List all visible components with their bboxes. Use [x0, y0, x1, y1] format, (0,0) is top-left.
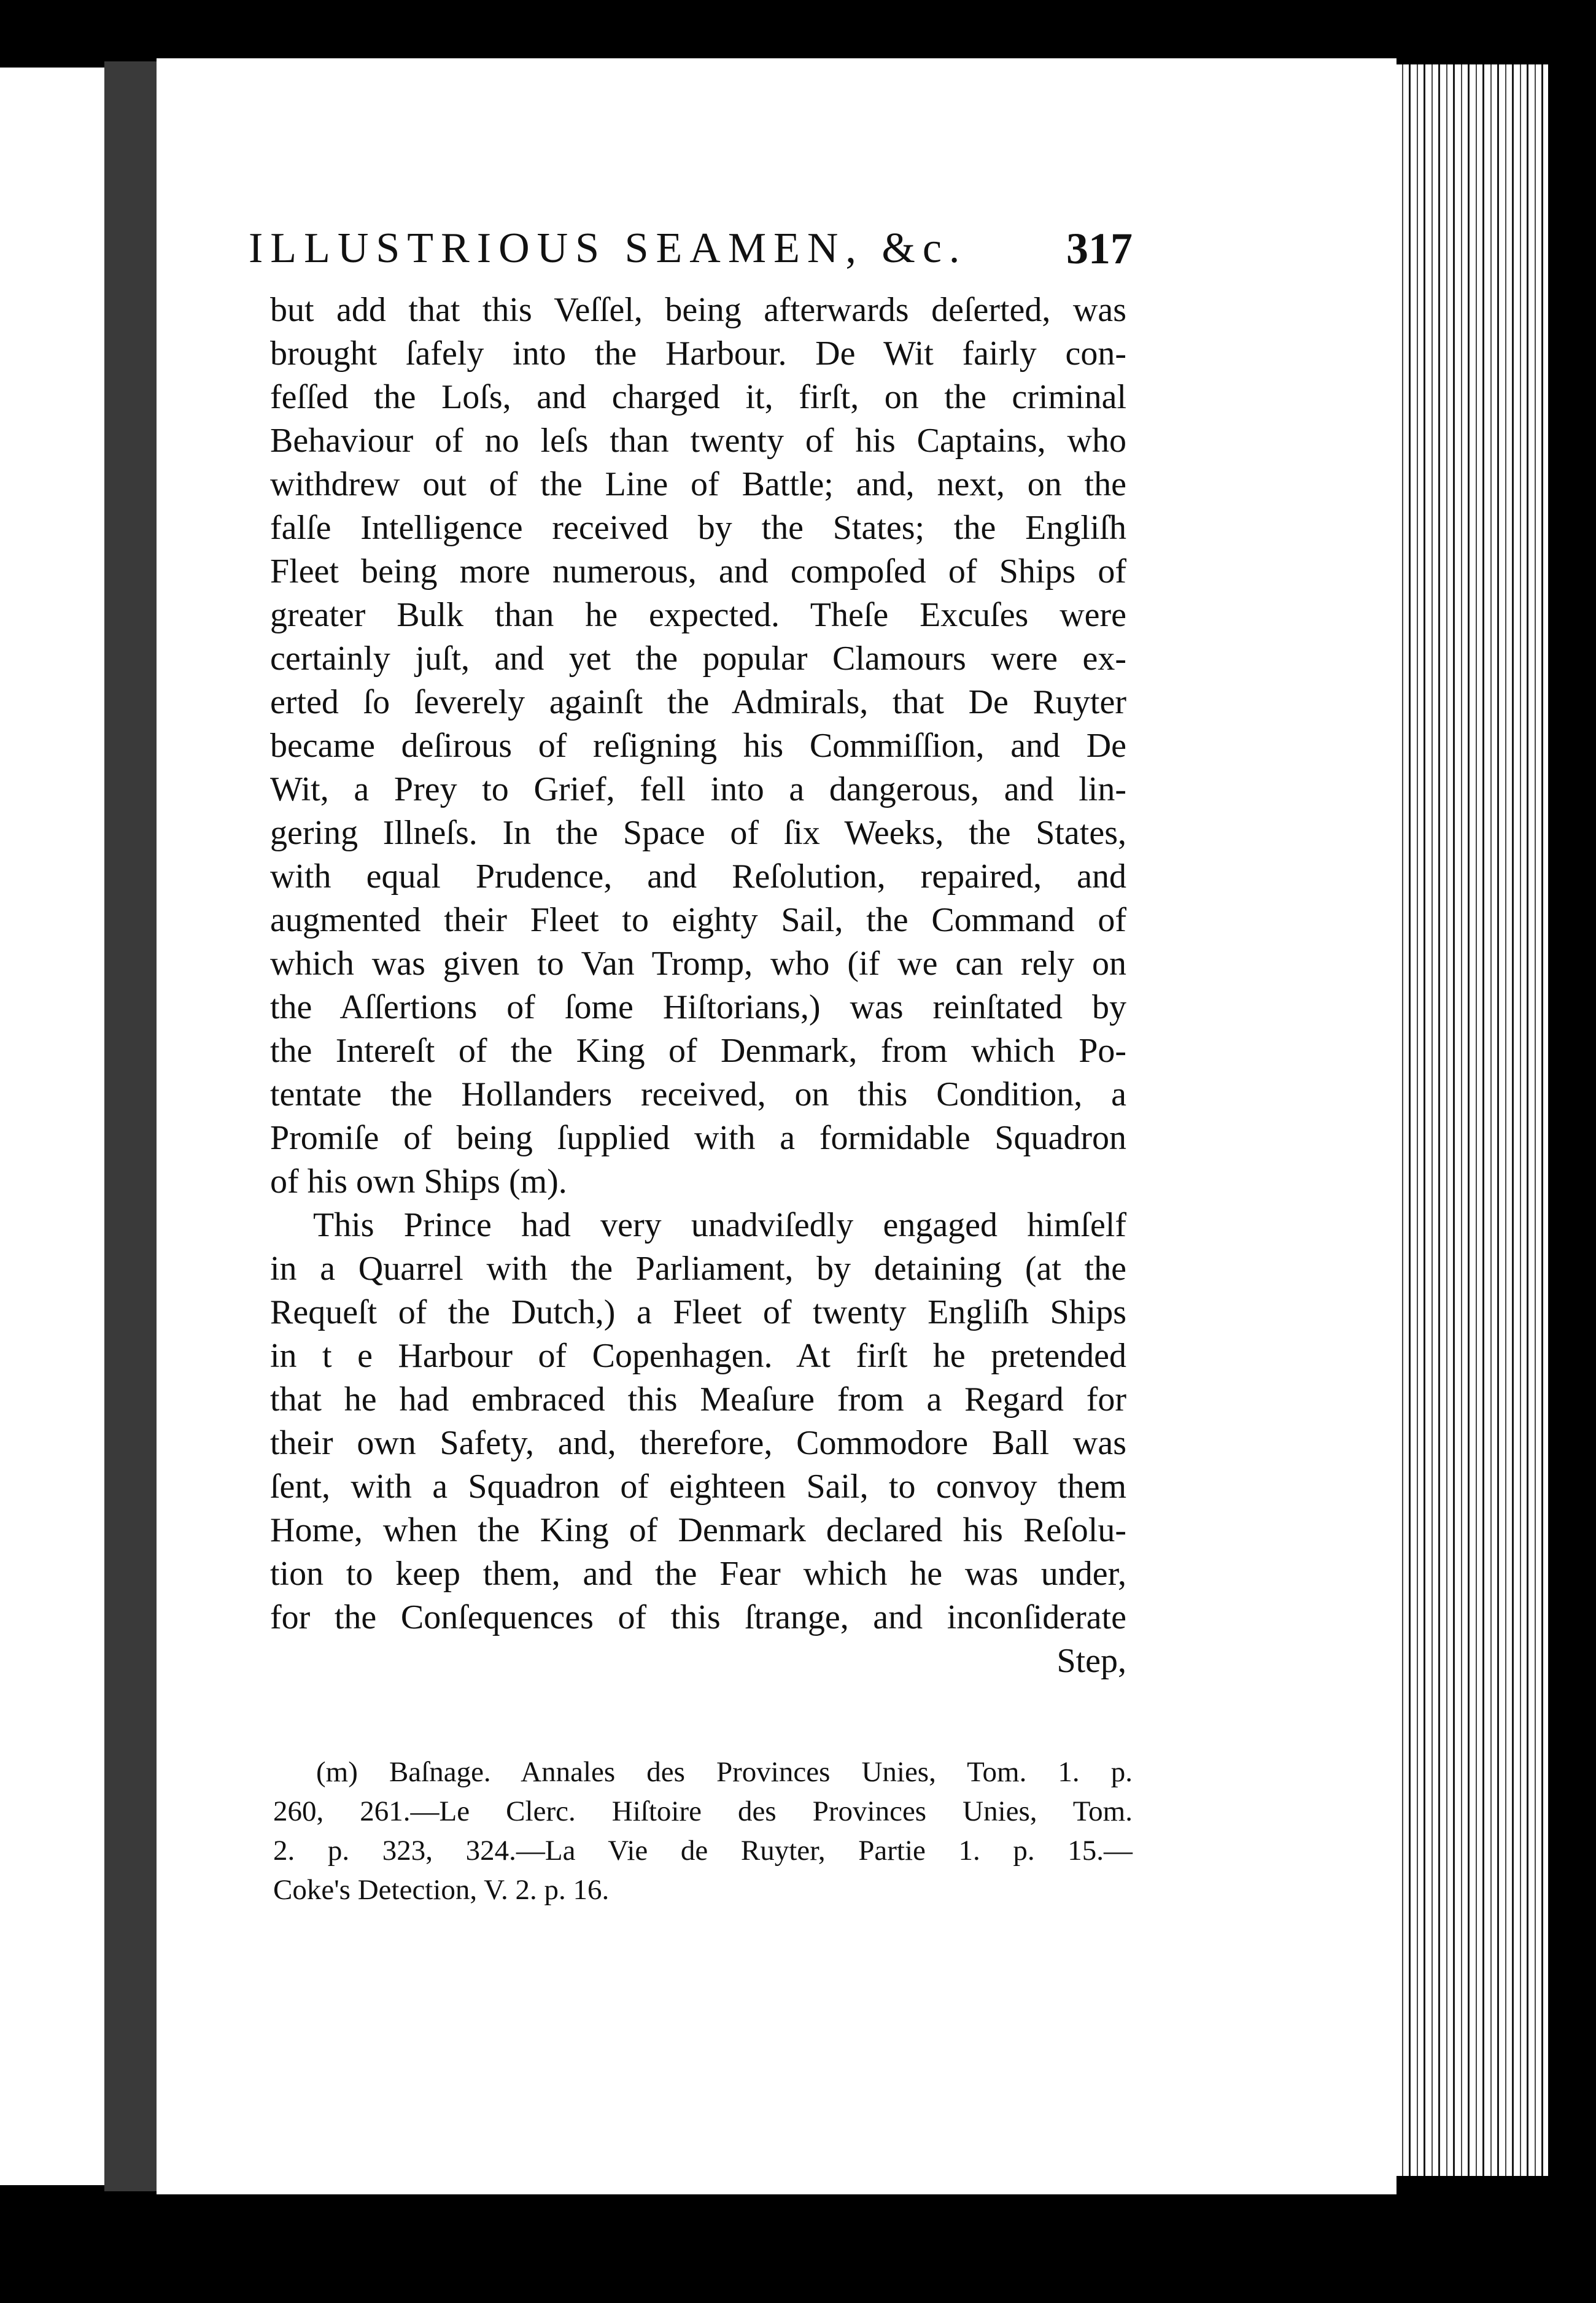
text-line: but add that this Veſſel, being afterwards deſerted, was [270, 291, 1126, 329]
text-line: their own Safety, and, therefore, Commodore Ball was [270, 1424, 1126, 1462]
text-line: augmented their Fleet to eighty Sail, the Command of [270, 901, 1126, 939]
footnotes [273, 1752, 1133, 1910]
text-line: Step, [1056, 1642, 1126, 1680]
text-line: This Prince had very unadviſedly engaged himſelf [313, 1206, 1126, 1244]
footnote-line: 2. p. 323, 324.—La Vie de Ruyter, Partie 1. p. 15.— [273, 1835, 1133, 1867]
text-line: which was given to Van Tromp, who (if we can rely on [270, 945, 1126, 983]
footnote-line: 260, 261.—Le Clerc. Hiſtoire des Provinces Unies, Tom. [273, 1795, 1133, 1827]
text-line: Wit, a Prey to Grief, fell into a dangerous, and lin- [270, 770, 1126, 808]
text-line: Requeſt of the Dutch,) a Fleet of twenty Engliſh Ships [270, 1293, 1126, 1331]
text-line: gering Illneſs. In the Space of ſix Weeks, the States, [270, 814, 1126, 852]
text-line: that he had embraced this Meaſure from a Regard for [270, 1380, 1126, 1419]
footnote-line: Coke's Detection, V. 2. p. 16. [273, 1874, 610, 1906]
text-line: erted ſo ſeverely againſt the Admirals, that De Ruyter [270, 683, 1126, 721]
facing-page [0, 68, 104, 2185]
text-line: tentate the Hollanders received, on this Condition, a [270, 1075, 1126, 1113]
page-header [249, 221, 1133, 276]
text-line: tion to keep them, and the Fear which he was under, [270, 1555, 1126, 1593]
text-line: in t e Harbour of Copenhagen. At firſt he pretended [270, 1337, 1126, 1375]
text-line: Home, when the King of Denmark declared his Reſolu- [270, 1511, 1126, 1549]
text-line: falſe Intelligence received by the States; the Engliſh [270, 509, 1126, 547]
running-title: ILLUSTRIOUS SEAMEN, &c. [249, 225, 967, 272]
text-line: brought ſafely into the Harbour. De Wit fairly con- [270, 335, 1126, 373]
page-number: 317 [1066, 224, 1133, 273]
text-line: the Aſſertions of ſome Hiſtorians,) was reinſtated by [270, 988, 1126, 1026]
text-line: Behaviour of no leſs than twenty of his Captains, who [270, 422, 1126, 460]
text-line: certainly juſt, and yet the popular Clamours were ex- [270, 640, 1126, 678]
text-line: ſent, with a Squadron of eighteen Sail, to convoy them [270, 1468, 1126, 1506]
text-line: of his own Ships (m). [270, 1163, 567, 1201]
text-line: feſſed the Loſs, and charged it, firſt, on the criminal [270, 378, 1126, 416]
gutter-shadow [104, 61, 157, 2191]
text-line: withdrew out of the Line of Battle; and, next, on the [270, 465, 1126, 503]
footnote-line: (m) Baſnage. Annales des Provinces Unies, Tom. 1. p. [316, 1756, 1133, 1788]
text-line: with equal Prudence, and Reſolution, repaired, and [270, 857, 1126, 896]
text-line: Promiſe of being ſupplied with a formidable Squadron [270, 1119, 1126, 1157]
text-line: Fleet being more numerous, and compoſed of Ships of [270, 552, 1126, 590]
text-line: in a Quarrel with the Parliament, by detaining (at the [270, 1250, 1126, 1288]
text-line: greater Bulk than he expected. Theſe Excuſes were [270, 596, 1126, 634]
page-edges [1389, 64, 1548, 2176]
body-text [270, 288, 1126, 1683]
text-line: for the Conſequences of this ſtrange, and inconſiderate [270, 1598, 1126, 1636]
text-line: the Intereſt of the King of Denmark, from which Po- [270, 1032, 1126, 1070]
text-line: became deſirous of reſigning his Commiſſion, and De [270, 727, 1126, 765]
